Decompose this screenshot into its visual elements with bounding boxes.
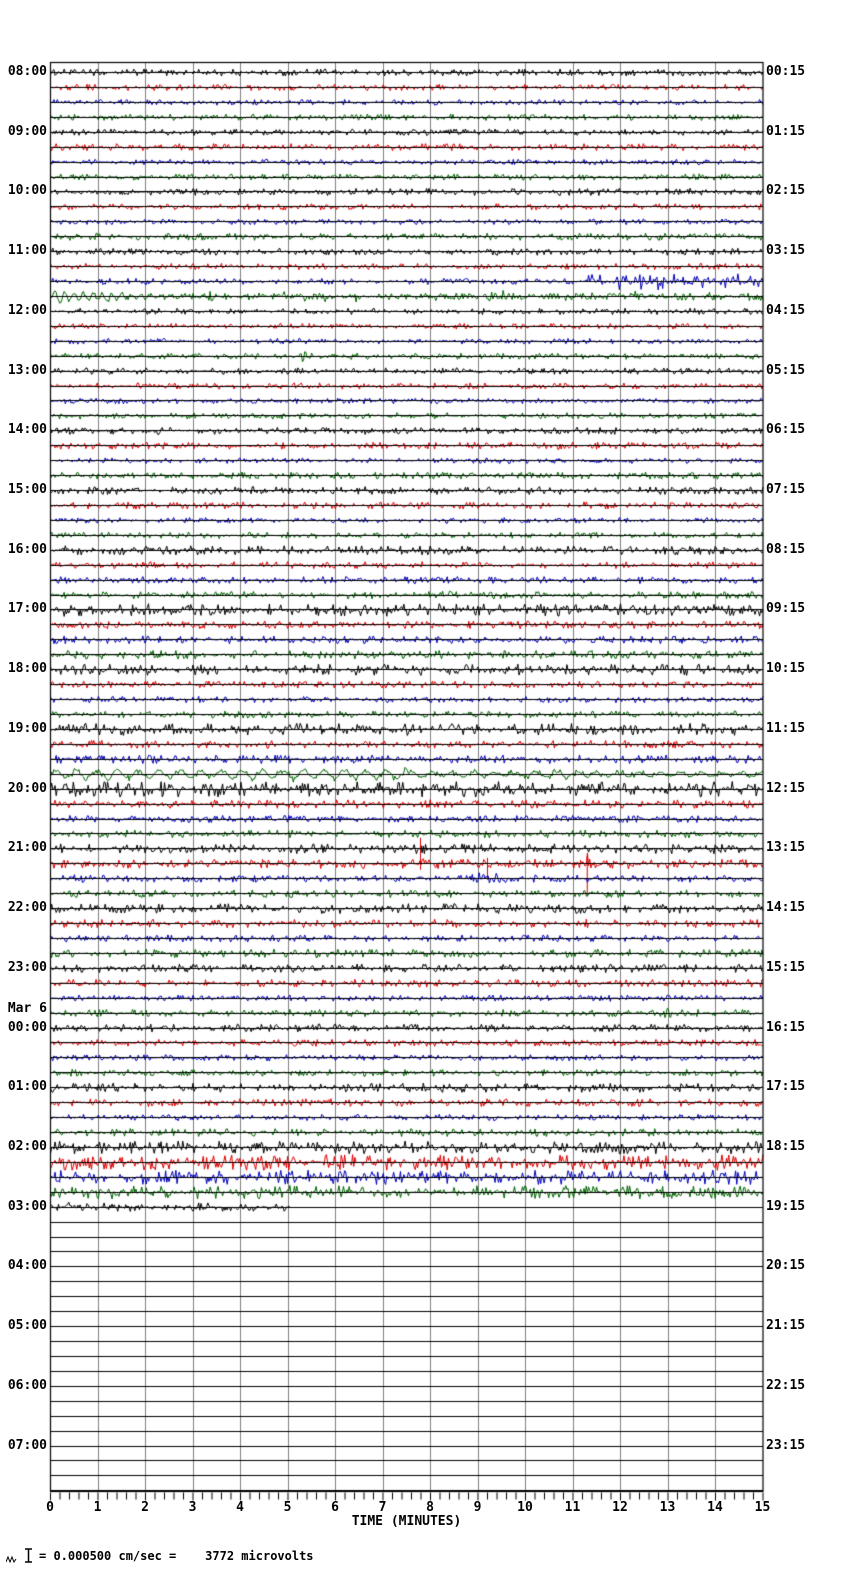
minute-axis-label: 5	[283, 1500, 292, 1515]
utc-hour-label: 10:00	[7, 183, 47, 199]
utc-hour-label: 02:00	[7, 1138, 47, 1154]
pst-hour-label: 00:15	[766, 64, 806, 79]
pst-hour-label: 04:15	[766, 302, 806, 318]
pst-hour-label: 11:15	[766, 720, 806, 736]
utc-hour-label: 08:00	[7, 64, 47, 79]
pst-hour-label: 22:15	[766, 1377, 806, 1393]
date-rollover-label: Mar 6	[7, 1000, 47, 1016]
utc-hour-label: 22:00	[7, 900, 47, 916]
utc-hour-label: 12:00	[7, 302, 47, 318]
pst-hour-label: 16:15	[766, 1019, 806, 1035]
footer-scale-text: = 0.000500 cm/sec = 3772 microvolts	[39, 1549, 314, 1563]
minute-axis-label: 0	[46, 1500, 54, 1515]
pst-hour-label: 09:15	[766, 601, 806, 617]
utc-hour-label: 18:00	[7, 661, 47, 677]
wiggle-icon	[6, 1555, 18, 1563]
pst-hour-label: 03:15	[766, 243, 806, 259]
utc-hour-label: 06:00	[7, 1377, 47, 1393]
utc-hour-label: 00:00	[7, 1019, 47, 1035]
utc-hour-label: 01:00	[7, 1079, 47, 1095]
pst-hour-label: 15:15	[766, 959, 806, 975]
utc-hour-label: 03:00	[7, 1198, 47, 1214]
pst-hour-label: 17:15	[766, 1079, 806, 1095]
minute-axis-label: 4	[236, 1500, 244, 1515]
minute-axis-label: 8	[426, 1500, 434, 1515]
pst-hour-label: 20:15	[766, 1258, 806, 1274]
minute-axis-label: 6	[331, 1500, 339, 1515]
pst-hour-label: 10:15	[766, 661, 806, 677]
pst-hour-label: 12:15	[766, 780, 806, 796]
pst-hour-label: 13:15	[766, 840, 806, 856]
utc-hour-label: 20:00	[7, 780, 47, 796]
utc-hour-label: 07:00	[7, 1437, 47, 1453]
minute-axis-label: 1	[93, 1500, 102, 1515]
pst-hour-label: 07:15	[766, 482, 806, 498]
pst-hour-label: 05:15	[766, 362, 806, 378]
pst-hour-label: 19:15	[766, 1198, 806, 1214]
utc-hour-label: 04:00	[7, 1258, 47, 1274]
utc-hour-label: 13:00	[7, 362, 47, 378]
minute-axis-label: 12	[612, 1500, 628, 1515]
footer-scale-note	[6, 1548, 314, 1563]
pst-hour-label: 01:15	[766, 123, 806, 139]
minute-axis-label: 11	[564, 1500, 581, 1515]
utc-hour-label: 15:00	[7, 482, 47, 498]
minute-axis-label: 3	[188, 1500, 197, 1515]
minute-axis-label: 9	[473, 1500, 482, 1515]
minute-axis-label: 7	[378, 1500, 387, 1515]
pst-hour-label: 14:15	[766, 900, 806, 916]
scale-bar-icon	[24, 1548, 33, 1563]
minute-axis-label: 13	[659, 1500, 676, 1515]
pst-hour-label: 06:15	[766, 422, 806, 438]
pst-hour-label: 08:15	[766, 541, 806, 557]
pst-hour-label: 02:15	[766, 183, 806, 199]
utc-hour-label: 19:00	[7, 720, 47, 736]
pst-hour-label: 23:15	[766, 1437, 806, 1453]
minute-axis-label: 14	[707, 1500, 723, 1515]
utc-hour-label: 16:00	[7, 541, 47, 557]
time-axis-title: TIME (MINUTES)	[351, 1514, 462, 1529]
utc-hour-label: 05:00	[7, 1318, 47, 1334]
minute-axis-label: 15	[754, 1500, 771, 1515]
pst-hour-label: 21:15	[766, 1318, 806, 1334]
utc-hour-label: 21:00	[7, 840, 47, 856]
minute-axis-label: 10	[517, 1500, 533, 1515]
pst-hour-label: 18:15	[766, 1138, 806, 1154]
utc-hour-label: 11:00	[7, 243, 47, 259]
minute-axis-label: 2	[141, 1500, 149, 1515]
utc-hour-label: 23:00	[7, 959, 47, 975]
utc-hour-label: 14:00	[7, 422, 47, 438]
utc-hour-label: 09:00	[7, 123, 47, 139]
utc-hour-label: 17:00	[7, 601, 47, 617]
